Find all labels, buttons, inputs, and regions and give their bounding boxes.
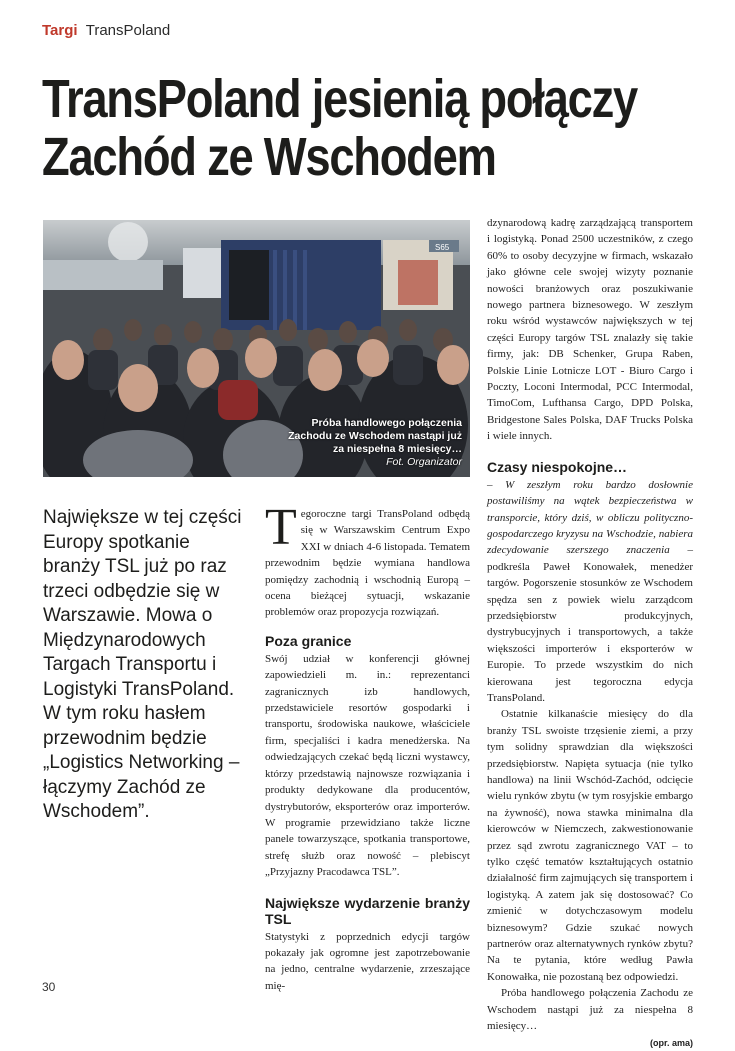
- article-column-2: [265, 499, 470, 994]
- title-line-1: TransPoland jesienią połączy: [42, 69, 637, 129]
- paragraph-final: Próba handlowego połączenia Zachodu ze Wschodem nastąpi już za niespełna 8 miesięcy…: [487, 987, 693, 1033]
- article-title: [42, 70, 706, 186]
- article-lead: Największe w tej części Europy spotkanie branży TSL już po raz trzeci odbędzie się w Warszawie. Mowa o Międzynarodowych Targach Transportu i Logistyki TransPoland. W tym roku hasłem przewodnim będzie „Logistics Networking – łączymy Zachód ze Wschodem”.: [43, 507, 242, 822]
- photo-caption: [288, 417, 462, 469]
- caption-line-1: Próba handlowego połączenia: [311, 417, 462, 429]
- drop-cap: T: [265, 499, 297, 556]
- photo-credit: Fot. Organizator: [386, 456, 462, 468]
- author-signature: (opr. ama): [649, 1037, 693, 1048]
- paragraph-poza-granice: Swój udział w konferencji głównej zapowiedzieli m. in.: reprezentanci zagranicznych izb handlowych, przedstawiciele resortów gospodarki i transportu, środowiska naukowe, właściciele firm, specjaliści i kadra menedżerska. Na odwiedzających czekać będą liczni wystawcy, którzy przedstawią najnowsze rozwiązania i produkty dedykowane dla producentów, dystrybutorów, eksporterów oraz importerów. W programie przewidziano także liczne panele towarzyszące, spotkania transportowe, strefę służb oraz nowość – plebiscyt „Przyjazny Pracodawca TSL”.: [265, 652, 470, 879]
- subsection-label: TransPoland: [85, 22, 171, 39]
- caption-line-3: za niespełna 8 miesięcy…: [333, 443, 462, 455]
- quote-continuation: – podkreśla Paweł Konowałek, menedżer targów. Pogorszenie stosunków ze Wschodem spędza sen z powiek wielu zarządcom przedsiębiorstw produkcyjnych, dystrybucyjnych i transportowych, a także większości importerów i eksporterów w Europie. To przede wszystkim do nich kierowana jest tegoroczna edycja TransPoland.: [487, 544, 693, 704]
- quote-text: – W zeszłym roku bardzo dosłownie postawiliśmy na wątek bezpieczeństwa w transporcie, który dziś, w obliczu polityczno-gospodarczego kryzysu na Wschodzie, nabiera zdecydowanie szerszego znaczenia: [487, 478, 693, 557]
- subheading-czasy-niespokojne: Czasy niespokojne…: [487, 458, 628, 475]
- paragraph-kadra: dzynarodową kadrę zarządzającą transportem i logistyką. Ponad 2500 uczestników, z czego 60% to osoby decyzyjne w firmach, wskazało jako główne cele swojej wizyty poznanie nowości branżowych oraz poszukiwanie nowego partnera biznesowego. W zeszłym roku wśród wystawców największych w tej części Europy targów TSL znalazły się takie firmy, jak: DB Schenker, Grupa Raben, Polskie Linie Lotnicze LOT - Biuro Cargo i Poczty, Loconi Intermodal, PCC Intermodal, TimoCom, Lufthansa Cargo, DPD Polska, Bridgestone Sales Polska, DAF Trucks Polska i wiele innych.: [487, 217, 693, 443]
- subheading-najwieksze-wydarzenie: Największe wydarzenie branży TSL: [265, 894, 470, 927]
- page-number: 30: [42, 980, 56, 994]
- subheading-poza-granice: Poza granice: [265, 632, 352, 649]
- intro-text: egoroczne targi TransPoland odbędą się w Warszawskim Centrum Expo XXI w dniach 4-6 listopada. Tematem przewodnim będzie wymiana handlowa pomiędzy zachodnią i wschodnią Europą – ocena bieżącej sytuacji, wskazanie problemów oraz propozycja rozwiązań.: [265, 508, 470, 619]
- caption-line-2: Zachodu ze Wschodem nastąpi już: [288, 430, 462, 442]
- paragraph-statystyki: Statystyki z poprzednich edycji targów pokazały jak ogromne jest zapotrzebowanie na jedno, centralne wydarzenie, zrzeszające mię-: [265, 930, 470, 992]
- article-photo: [43, 220, 470, 477]
- paragraph-quote: [487, 477, 693, 707]
- paragraph-trzesienie: Ostatnie kilkanaście miesięcy do dla branży TSL swoiste trzęsienie ziemi, a przy tym solidny sprawdzian dla większości przedsiębiorstw. Napięta sytuacja (nie tylko handlowa) na linii Wschód-Zachód, odcięcie wielu rynków zbytu (w tym rosyjskie embargo na żywność), nowa stawka minimalna dla kierowców w Niemczech, zakwestionowanie przez sąd zwrotu zagranicznego VAT – to tylko część tematów kształtujących ostatnio działalność firm zajmujących się transportem i logistyką. A zatem jak się dostosować? Co zmienić w dotychczasowym modelu biznesowym? Gdzie szukać nowych partnerów oraz alternatywnych rynków zbytu? Na te pytania, które według Pawła Konowałka, nie pozostaną bez odpowiedzi.: [487, 708, 693, 983]
- title-line-2: Zachód ze Wschodem: [42, 127, 496, 187]
- intro-paragraph: [265, 499, 470, 621]
- section-header: [42, 22, 170, 39]
- booth-sign-text: S65: [435, 243, 450, 252]
- article-column-3: [487, 215, 693, 1051]
- section-label: Targi: [42, 22, 78, 39]
